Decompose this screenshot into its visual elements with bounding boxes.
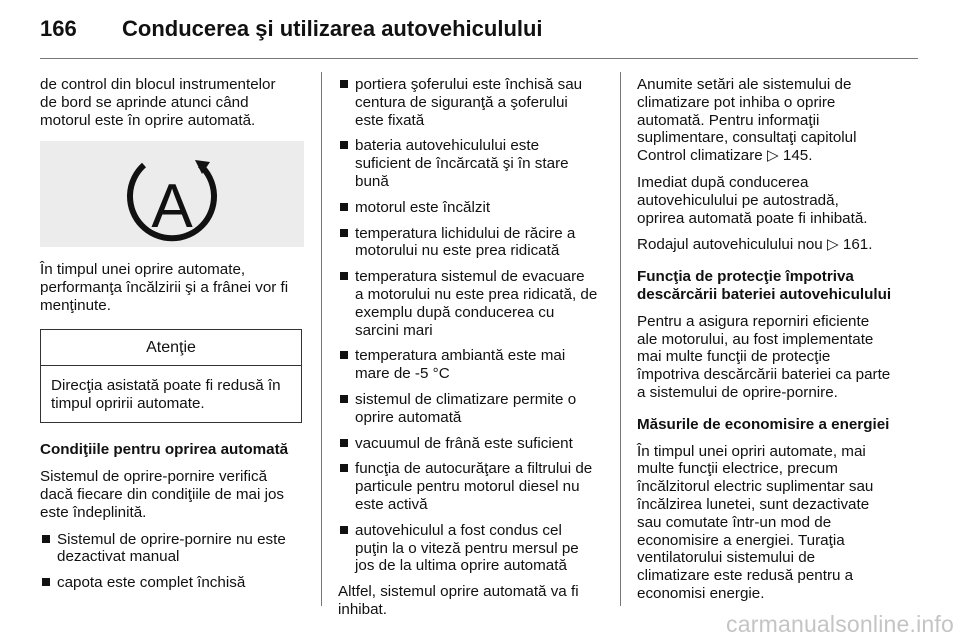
list-item [338, 268, 610, 339]
text-line: Anumite setări ale sistemului de [637, 76, 852, 93]
text-line: economisi energie. [637, 584, 765, 602]
text-line: Rodajul autovehiculului nou ▷ 161. [637, 236, 873, 254]
page-header [40, 16, 920, 50]
text-line: oprirea automată poate fi inhibată. [637, 209, 868, 227]
bullet-icon [340, 395, 348, 403]
text-line: exemplu după conducerea cu [355, 303, 555, 321]
list-item [338, 76, 610, 129]
text-line: motorul este încălzit [355, 198, 491, 216]
text-line: multe funcţii electrice, precum [637, 460, 838, 478]
list-item [338, 391, 610, 427]
list-item [40, 531, 310, 567]
text-line: mare de -5 °C [355, 365, 450, 383]
text-line: sau comutate într-un mod de [637, 513, 832, 531]
section-title-battery [637, 268, 937, 304]
text-line: capota este complet închisă [57, 574, 246, 592]
column-3 [637, 76, 937, 612]
bullet-icon [340, 526, 348, 534]
text-line: timpul opririi automate. [51, 394, 205, 412]
auto-stop-paragraph [40, 261, 310, 314]
text-line: Sistemul de oprire-pornire verifică [40, 468, 268, 486]
text-line: împotriva descărcării bateriei ca parte [637, 366, 891, 384]
text-line: autovehiculul a fost condus cel [355, 521, 562, 539]
text-line: Direcţia asistată poate fi redusă în [51, 376, 281, 394]
text-line: a motorului nu este prea ridicată, de [355, 285, 598, 303]
text-line: este îndeplinită. [40, 503, 147, 521]
battery-paragraph [637, 313, 937, 402]
text-line: funcţia de autocurăţare a filtrului de [355, 460, 593, 478]
bullet-icon [42, 535, 50, 543]
text-line: este activă [355, 495, 428, 513]
list-item [40, 574, 310, 592]
callout-title: Atenţie [41, 330, 301, 366]
energy-paragraph [637, 443, 937, 603]
closing-paragraph [338, 583, 610, 619]
conditions-intro [40, 468, 310, 521]
text-line: Control climatizare ▷ 145. [637, 147, 813, 165]
text-line: economisire a energiei. Turaţia [637, 531, 845, 549]
text-line: climatizare este redusă pentru a [637, 567, 854, 585]
text-line: portiera şoferului este închisă sau [355, 76, 583, 93]
column-1 [40, 76, 310, 600]
conditions-list-continued [338, 76, 610, 575]
text-line: încălzitorul electric suplimentar sau [637, 478, 874, 496]
text-line: Măsurile de economisire a energiei [637, 415, 890, 433]
list-item [338, 347, 610, 383]
text-line: temperatura ambiantă este mai [355, 347, 566, 365]
text-line: ale motorului, au fost implementate [637, 330, 874, 348]
list-item [338, 137, 610, 190]
auto-stop-icon-panel [40, 141, 304, 247]
watermark: carmanualsonline.info [726, 611, 954, 637]
text-line: mai multe funcţii de protecţie [637, 348, 831, 366]
section-title-conditions: Condiţiile pentru oprirea automată [40, 441, 289, 459]
text-line: temperatura sistemul de evacuare [355, 268, 585, 286]
conditions-list [40, 531, 310, 592]
text-line: bateria autovehiculului este [355, 137, 540, 155]
column-divider-2 [620, 72, 621, 606]
attention-callout [40, 329, 302, 424]
page-number: 166 [40, 16, 77, 41]
highway-paragraph [637, 174, 937, 227]
text-line: dacă fiecare din condiţiile de mai jos [40, 485, 284, 503]
text-line: particule pentru motorul diesel nu [355, 478, 580, 496]
text-line: suficient de încărcată şi în stare [355, 155, 569, 173]
auto-stop-letter: A [151, 172, 193, 242]
bullet-icon [340, 439, 348, 447]
text-line: performanţa încălzirii şi a frânei vor fi [40, 279, 289, 297]
text-line: de bord se aprinde atunci când [40, 93, 249, 111]
list-item [338, 225, 610, 261]
text-line: bună [355, 172, 389, 190]
list-item [338, 522, 610, 575]
text-line: Pentru a asigura reporniri eficiente [637, 312, 870, 330]
text-line: vacuumul de frână este suficient [355, 434, 573, 452]
header-divider [40, 58, 918, 59]
list-item [338, 435, 610, 453]
bullet-icon [340, 203, 348, 211]
bullet-icon [340, 272, 348, 280]
column-divider-1 [321, 72, 322, 606]
text-line: autovehiculului pe autostradă, [637, 191, 839, 209]
text-line: Imediat după conducerea [637, 173, 809, 191]
bullet-icon [340, 80, 348, 88]
callout-body [41, 366, 301, 423]
text-line: motorul este în oprire automată. [40, 111, 256, 129]
text-line: Altfel, sistemul oprire automată va fi [338, 583, 579, 601]
section-title-energy [637, 416, 937, 434]
climate-paragraph [637, 76, 937, 165]
text-line: încălzirea lunetei, sunt dezactivate [637, 495, 870, 513]
bullet-icon [340, 464, 348, 472]
text-line: motorului nu este prea ridicată [355, 242, 560, 260]
bullet-icon [340, 141, 348, 149]
text-line: ventilatorului sistemului de [637, 549, 816, 567]
text-line: menţinute. [40, 296, 111, 314]
text-line: inhibat. [338, 600, 387, 618]
text-line: climatizare pot inhiba o oprire [637, 93, 836, 111]
text-line: centura de siguranţă a şoferului [355, 93, 568, 111]
text-line: temperatura lichidului de răcire a [355, 224, 576, 242]
text-line: În timpul unei opriri automate, mai [637, 442, 866, 460]
text-line: descărcării bateriei autovehiculului [637, 285, 892, 303]
column-2 [338, 76, 610, 628]
bullet-icon [42, 578, 50, 586]
text-line: jos de la ultima oprire automată [355, 557, 567, 575]
text-line: Funcţia de protecţie împotriva [637, 268, 854, 286]
text-line: este fixată [355, 111, 425, 129]
list-item [338, 460, 610, 513]
bullet-icon [340, 229, 348, 237]
text-line: suplimentare, consultaţi capitolul [637, 129, 857, 147]
text-line: a sistemului de oprire-pornire. [637, 383, 838, 401]
text-line: automată. Pentru informaţii [637, 111, 820, 129]
chapter-title: Conducerea şi utilizarea autovehiculului [122, 16, 543, 41]
text-line: de control din blocul instrumentelor [40, 76, 276, 93]
text-line: dezactivat manual [57, 548, 180, 566]
text-line: sistemul de climatizare permite o [355, 390, 577, 408]
text-line: sarcini mari [355, 321, 433, 339]
text-line: În timpul unei oprire automate, [40, 261, 246, 279]
text-line: Sistemul de oprire-pornire nu este [57, 530, 286, 548]
running-in-paragraph [637, 236, 937, 254]
text-line: oprire automată [355, 408, 462, 426]
bullet-icon [340, 351, 348, 359]
auto-stop-icon [40, 141, 304, 247]
text-line: puţin la o viteză pentru mersul pe [355, 539, 579, 557]
list-item [338, 199, 610, 217]
intro-paragraph [40, 76, 310, 129]
